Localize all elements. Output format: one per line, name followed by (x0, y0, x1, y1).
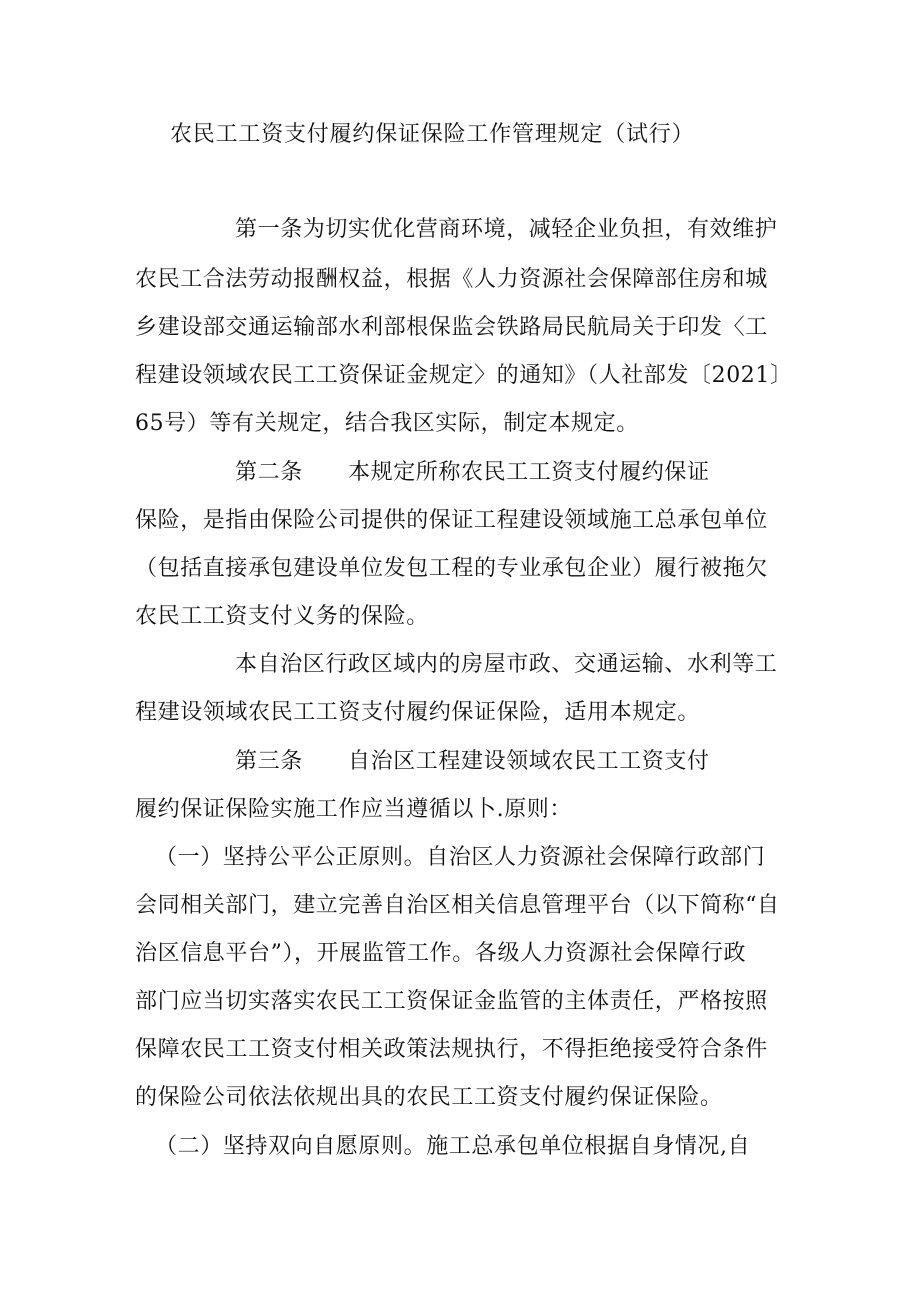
text-line-13: 履约保证保险实施工作应当遵循以卜.原则： (135, 797, 572, 822)
text-line-8: （包括直接承包建设单位发包工程的专业承包企业）履行被拖欠 (135, 556, 768, 581)
text-line-11: 程建设领域农民工工资支付履约保证保险，适用本规定。 (135, 700, 701, 725)
text-line-10: 本自治区行政区域内的房屋市政、交通运输、水利等工 (235, 652, 778, 677)
text-line-1: 第一条为切实优化营商环境，减轻企业负担，有效维护 (235, 217, 778, 242)
text-line-12: 第三条 自治区工程建设领域农民工工资支付 (235, 749, 710, 774)
text-line-17: 部门应当切实落实农民工工资保证金监管的主体责任，严格按照 (135, 989, 768, 1014)
text-line-6: 第二条 本规定所称农民工工资支付履约保证 (235, 460, 710, 485)
text-line-15: 会同相关部门，建立完善自治区相关信息管理平台（以下简称“自 (135, 893, 780, 918)
text-line-9: 农民工工资支付义务的保险。 (135, 604, 429, 629)
text-line-4: 程建设领域农民工工资保证金规定〉的通知》（人社部发〔2021〕 (135, 363, 793, 388)
text-line-7: 保险，是指由保险公司提供的保证工程建设领域施工总承包单位 (135, 508, 768, 533)
text-line-19: 的保险公司依法依规出具的农民工工资支付履约保证保险。 (135, 1085, 723, 1110)
text-line-3: 乡建设部交通运输部水利部根保监会铁路局民航局关于印发〈工 (135, 315, 768, 340)
text-line-2: 农民工合法劳动报酬权益，根据《人力资源社会保障部住房和城 (135, 267, 768, 292)
document-title: 农民工工资支付履约保证保险工作管理规定（试行） (170, 122, 695, 147)
text-line-20: （二）坚持双向自愿原则。施工总承包单位根据自身情况,自 (155, 1134, 751, 1159)
text-line-5: 65号）等有关规定，结合我区实际，制定本规定。 (135, 411, 639, 436)
text-line-18: 保障农民工工资支付相关政策法规执行，不得拒绝接受符合条件 (135, 1037, 768, 1062)
text-line-16: 治区信息平台”），开展监管工作。各级人力资源社会保障行政 (135, 941, 747, 966)
text-line-14: （一）坚持公平公正原则。自治区人力资源社会保障行政部门 (155, 845, 766, 870)
